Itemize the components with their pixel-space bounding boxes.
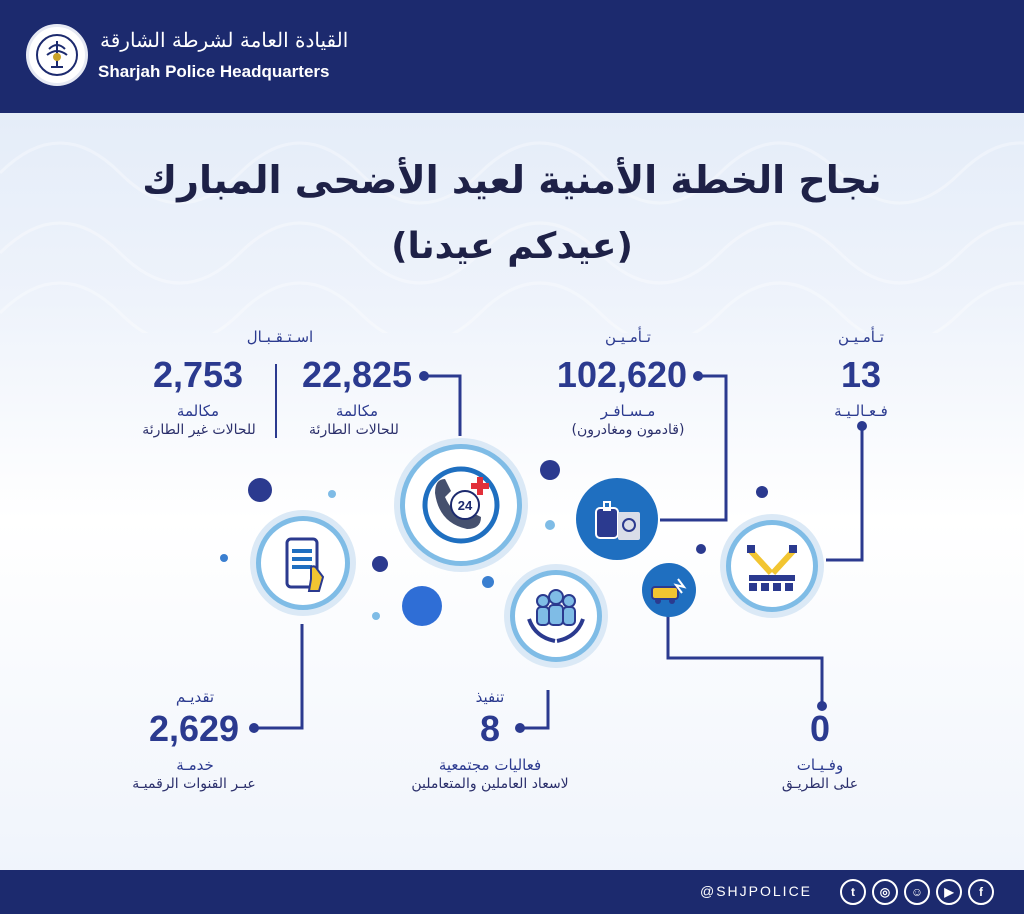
travelers-desc: (قادمون ومغادرون) — [571, 422, 685, 438]
instagram-icon[interactable]: ◎ — [872, 879, 898, 905]
decor-dot — [482, 576, 494, 588]
decor-dot — [248, 478, 272, 502]
digital-services-circle — [256, 516, 350, 610]
community-desc: لاسعاد العاملين والمتعاملين — [411, 776, 569, 792]
community-value: 8 — [479, 708, 501, 749]
travelers-unit: مـسـافـر — [600, 402, 656, 420]
emergency-calls-desc: للحالات الطارئة — [309, 422, 399, 438]
page-subtitle: (عيدكم عيدنا) — [391, 226, 633, 267]
nonemergency-calls-value: 2,753 — [152, 354, 244, 395]
travel-circle — [576, 478, 658, 560]
svg-text:24: 24 — [457, 498, 473, 513]
accident-circle — [642, 563, 696, 617]
stage-spotlight-icon — [731, 525, 813, 607]
travelers-value: 102,620 — [556, 354, 688, 395]
travelers-heading: تـأمـيـن — [605, 328, 651, 346]
road-fatalities-desc: على الطريـق — [781, 776, 859, 792]
footer-bar — [0, 870, 1024, 914]
emergency-call-circle — [400, 444, 522, 566]
decor-dot — [372, 556, 388, 572]
road-fatalities-value: 0 — [809, 708, 831, 749]
twitter-icon[interactable]: t — [840, 879, 866, 905]
services-value: 2,629 — [148, 708, 240, 749]
services-desc: عبـر القنوات الرقميـة — [132, 776, 256, 792]
nonemergency-calls-unit: مكالمة — [176, 402, 220, 420]
youtube-icon[interactable]: ▶ — [936, 879, 962, 905]
org-name-arabic: القيادة العامة لشرطة الشارقة — [100, 28, 349, 52]
events-heading: تـأمـيـن — [838, 328, 884, 346]
decor-dot — [540, 460, 560, 480]
nonemergency-calls-desc: للحالات غير الطارئة — [142, 422, 256, 438]
road-fatalities-unit: وفـيـات — [796, 756, 844, 774]
services-unit: خدمـة — [176, 756, 214, 774]
emergency-calls-unit: مكالمة — [335, 402, 379, 420]
events-value: 13 — [840, 354, 882, 395]
decor-dot — [328, 490, 336, 498]
decor-dot — [545, 520, 555, 530]
community-heading: تنفيذ — [475, 688, 505, 706]
org-name-english: Sharjah Police Headquarters — [98, 62, 330, 81]
snapchat-icon[interactable]: ☺ — [904, 879, 930, 905]
luggage-passport-icon — [576, 478, 658, 560]
emergency-calls-value: 22,825 — [301, 354, 413, 395]
car-crash-icon — [642, 563, 696, 617]
decor-dot — [372, 612, 380, 620]
community-unit: فعاليات مجتمعية — [438, 756, 542, 774]
decor-dot — [220, 554, 228, 562]
social-handle[interactable]: @SHJPOLICE — [700, 883, 813, 899]
phone-touch-icon — [261, 521, 345, 605]
page-title: نجاح الخطة الأمنية لعيد الأضحى المبارك — [142, 158, 882, 202]
events-circle — [726, 520, 818, 612]
decor-dot — [402, 586, 442, 626]
decor-dot — [756, 486, 768, 498]
phone-24-icon — [405, 449, 517, 561]
reception-heading: اسـتـقـبـال — [246, 328, 314, 346]
services-heading: تقديـم — [175, 688, 215, 706]
hands-people-icon — [515, 575, 597, 657]
decor-dot — [696, 544, 706, 554]
events-unit: فـعـالـيـة — [834, 402, 888, 420]
community-circle — [510, 570, 602, 662]
facebook-icon[interactable]: f — [968, 879, 994, 905]
